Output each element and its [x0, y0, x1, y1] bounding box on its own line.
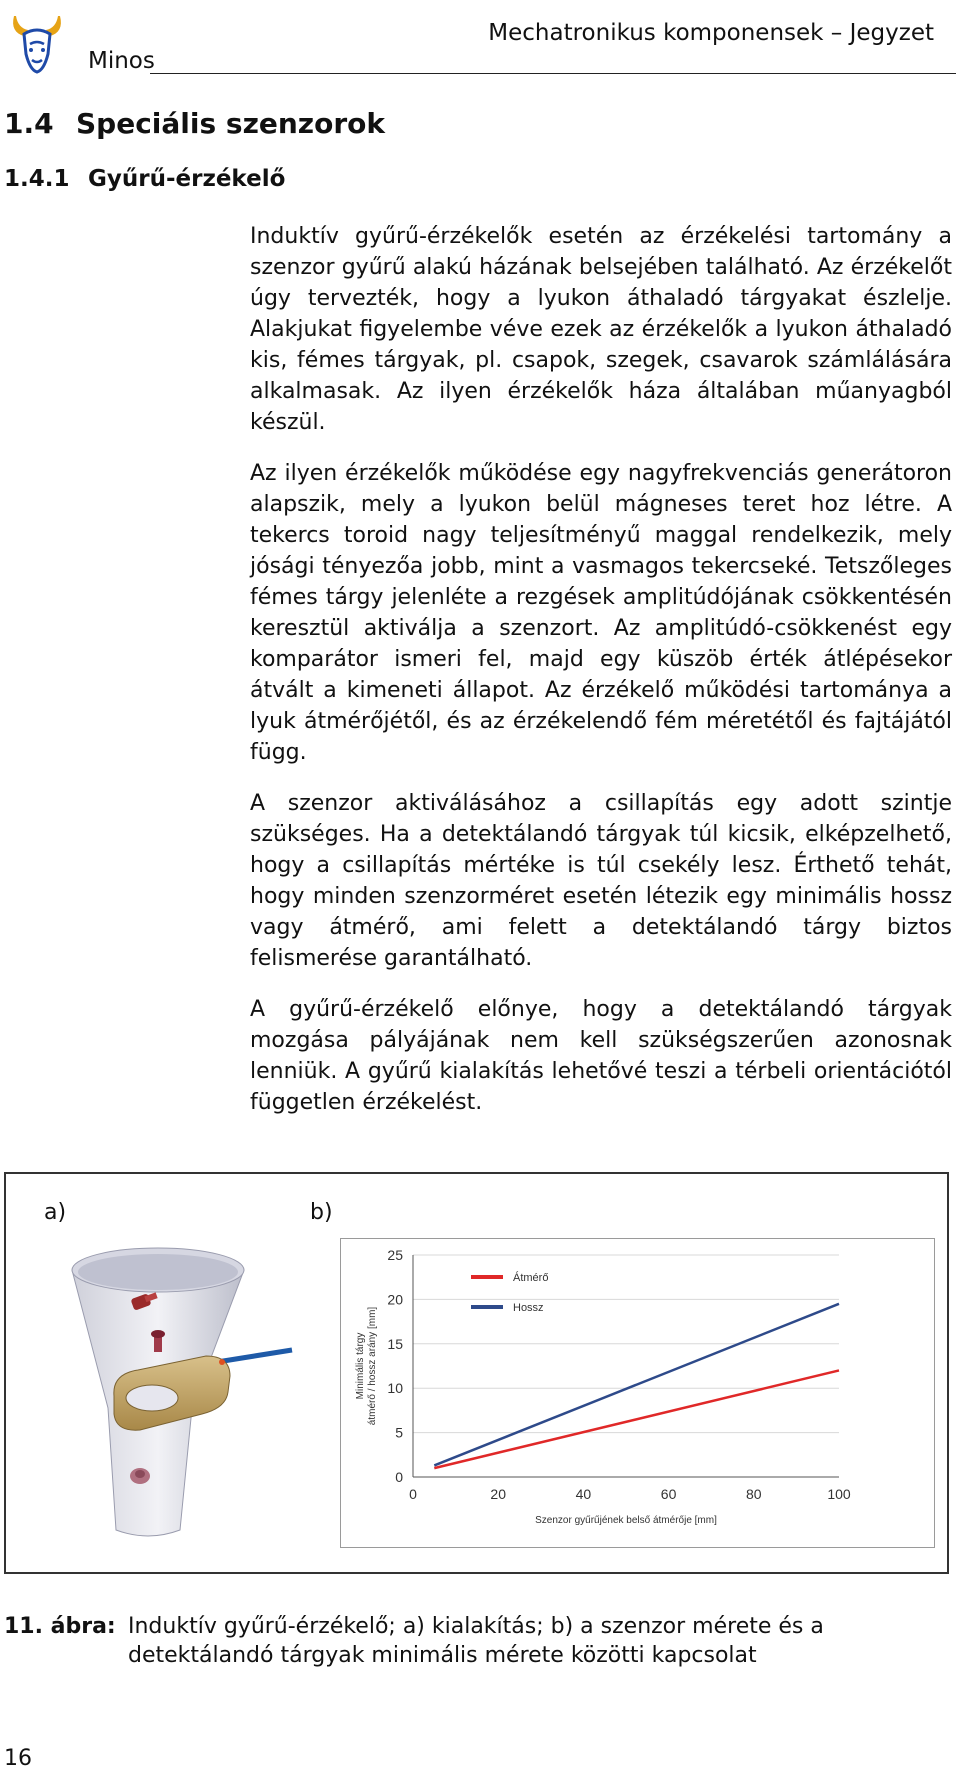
- nut-icon: [130, 1468, 150, 1484]
- y-tick-label: 5: [395, 1424, 403, 1441]
- y-axis-label-line-1: Minimális tárgy: [355, 1332, 366, 1400]
- author-name: Minos: [88, 48, 155, 74]
- figure-label-b: b): [310, 1200, 333, 1225]
- y-tick-label: 0: [395, 1469, 403, 1485]
- body-text: [250, 221, 952, 1138]
- paragraph-4: A gyűrű-érzékelő előnye, hogy a detektálandó tárgyak mozgása pályájának nem kell szükségszerűen azonosnak lenniük. A gyűrű kialakítás lehetővé teszi a térbeli orientációtól független érzékelést.: [250, 997, 952, 1115]
- subsection-title: Gyűrű-érzékelő: [88, 166, 286, 192]
- ring-sensor-funnel-illustration: [42, 1238, 312, 1538]
- subsection-number: 1.4.1: [4, 166, 70, 192]
- chart-panel: [340, 1238, 935, 1548]
- legend-label-0: Átmérő: [513, 1272, 549, 1284]
- paragraph-3: A szenzor aktiválásához a csillapítás egy adott szintje szükséges. Ha a detektálandó tárgyak túl kicsik, elképzelhető, hogy a csillapítás mértéke is túl csekély lesz. Érthető tehát, hogy minden szenzorméret esetén létezik egy minimális hossz vagy átmérő, ami felett a detektálandó tárgy biztos felismerése garantálható.: [250, 791, 952, 971]
- bull-head-icon: [8, 10, 66, 76]
- section-number: 1.4: [4, 107, 54, 140]
- page-number: 16: [4, 1746, 32, 1771]
- section-heading: [4, 107, 385, 140]
- x-tick-label: 40: [575, 1486, 592, 1502]
- line-chart: [341, 1239, 934, 1547]
- x-axis-label: Szenzor gyűrűjének belső átmérője [mm]: [535, 1515, 717, 1526]
- paragraph-1: Induktív gyűrű-érzékelők esetén az érzékelési tartomány a szenzor gyűrű alakú házának belsejében található. Az érzékelőt úgy tervezték, hogy a lyukon áthaladó tárgyakat észlelje. Alakjukat figyelembe véve ezek az érzékelők a lyukon áthaladó kis, fémes tárgyak, pl. csapok, szegek, csavarok számlálására alkalmasak. Az ilyen érzékelők háza általában műanyagból készül.: [250, 224, 952, 435]
- x-tick-label: 80: [746, 1486, 762, 1502]
- figure-11: [4, 1172, 949, 1574]
- y-axis-label-line-2: átmérő / hossz arány [mm]: [367, 1306, 378, 1426]
- subsection-heading: [4, 166, 285, 192]
- y-tick-label: 20: [387, 1291, 403, 1308]
- paragraph-2: Az ilyen érzékelők működése egy nagyfrekvenciás generátoron alapszik, mely a lyukon belül mágneses teret hoz létre. A tekercs toroid nagy teljesítményű maggal rendelkezik, mely jósági tényezőa jobb, mint a vasmagos tekercseké. Tetszőleges fémes tárgy jelenléte a rezgések amplitúdójának csökkentésén keresztül aktiválja a szenzort. Az amplitúdó-csökkenést egy komparátor ismeri fel, majd egy küszöb érték átlépésekor átvált a kimeneti állapot. Az érzékelő működési tartománya a lyuk átmérőjétől, és az érzékelendő fém méretétől és fajtájától függ.: [250, 461, 952, 765]
- x-tick-label: 0: [409, 1486, 417, 1502]
- header-rule: [150, 73, 956, 74]
- document-title: Mechatronikus komponensek – Jegyzet: [488, 20, 934, 46]
- figure-label-a: a): [44, 1200, 67, 1225]
- caption-label: 11. ábra:: [4, 1614, 116, 1639]
- caption-text: Induktív gyűrű-érzékelő; a) kialakítás; b) a szenzor mérete és a detektálandó tárgyak minimális mérete közötti kapcsolat: [128, 1614, 824, 1668]
- legend-label-1: Hossz: [513, 1302, 544, 1314]
- x-tick-label: 100: [827, 1486, 851, 1502]
- x-tick-label: 60: [660, 1486, 677, 1502]
- x-tick-label: 20: [490, 1486, 506, 1502]
- section-title: Speciális szenzorok: [76, 107, 385, 140]
- y-tick-label: 15: [387, 1335, 403, 1352]
- y-tick-label: 10: [387, 1380, 403, 1397]
- y-tick-label: 25: [387, 1247, 403, 1263]
- page-header: [0, 0, 960, 80]
